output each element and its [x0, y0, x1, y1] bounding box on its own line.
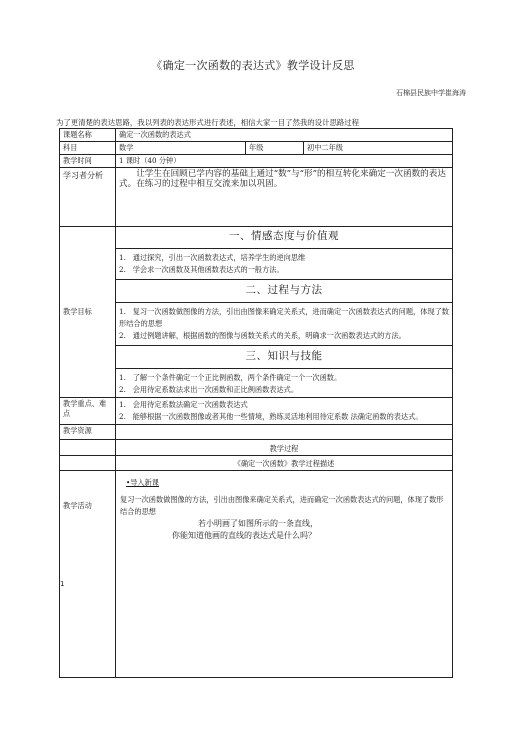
activity-number: 1 [60, 580, 65, 588]
goals-label: 教学目标 [60, 227, 116, 398]
grade-value: 初中二年级 [304, 142, 453, 155]
row-time [60, 155, 453, 168]
lesson-plan-table [59, 128, 453, 678]
divider [116, 368, 452, 369]
subject-value: 数学 [116, 142, 246, 155]
row-subject [60, 142, 453, 155]
activity-heading: •导入新课 [126, 478, 159, 487]
divider [116, 248, 452, 249]
row-activity [60, 471, 453, 678]
keypoints-cell [116, 398, 453, 425]
row-learner [60, 168, 453, 227]
process-subtitle: 《确定一次函数》教学过程描述 [116, 456, 453, 471]
activity-cell [116, 471, 453, 678]
divider [116, 279, 452, 280]
row-goals [60, 227, 453, 398]
row-resources [60, 425, 453, 440]
resources-value [116, 425, 453, 440]
learner-label: 学习者分析 [60, 168, 116, 227]
grade-label: 年级 [246, 142, 304, 155]
goals-section-1-title: 一、情感态度与价值观 [229, 230, 339, 242]
goals-s1-item-2: 2. 学会求一次函数及其他函数表达式的一般方法。 [119, 265, 284, 274]
row-process-title [60, 440, 453, 456]
learner-value: 让学生在回顾已学内容的基础上通过“数”与“形”的相互转化来确定一次函数的表达式。在练习的过程中相互交流来加以巩固。 [116, 168, 453, 227]
activity-paragraph: 复习一次函数做图像的方法，引出由图像来确定关系式，进而确定一次函数表达式的问题，体现了数形结合的思想 [120, 495, 444, 516]
process-title: 教学过程 [116, 440, 453, 456]
row-process-subtitle [60, 456, 453, 471]
time-label: 教学时间 [60, 155, 116, 168]
keypoint-item-1: 1. 会用待定系数法确定一次函数表达式 [119, 400, 248, 409]
process-label-blank [60, 440, 116, 456]
goals-section-3-title: 三、知识与技能 [245, 350, 323, 362]
goals-s2-item-2: 2. 通过例题讲解，根据函数的图像与函数关系式的关系，明确求一次函数表达式的方法。 [119, 331, 406, 340]
time-value: 1 课时（40 分钟） [116, 155, 453, 168]
author-line: 石棉县民族中学崔海涛 [396, 89, 466, 97]
keypoints-label: 教学重点、难点 [60, 398, 116, 425]
divider [116, 302, 452, 303]
subject-label: 科目 [60, 142, 116, 155]
row-course [60, 129, 453, 142]
course-label: 课题名称 [60, 129, 116, 142]
goals-s1-item-1: 1. 通过探究，引出一次函数表达式，培养学生的逆向思维 [119, 253, 306, 262]
goals-cell [116, 227, 453, 398]
activity-line-2: 你能知道他画的直线的表达式是什么吗？ [172, 531, 316, 540]
intro-text: 为了更清楚的表达思路，我以列表的表达形式进行表述，相信大家一目了然我的设计思路过程 [56, 118, 360, 127]
resources-label: 教学资源 [60, 425, 116, 440]
course-value: 确定一次函数的表达式 [116, 129, 453, 142]
activity-line-1: 若小明画了如图所示的一条直线， [198, 519, 318, 528]
process-subtitle-blank [60, 456, 116, 471]
goals-s2-item-1: 1. 复习一次函数做图像的方法，引出由图像来确定关系式，进而确定一次函数表达式的问题，体现了数形结合的思想 [119, 307, 449, 328]
goals-s3-item-1: 1. 了解一个条件确定一个正比例函数，两个条件确定一个一次函数。 [119, 373, 342, 382]
goals-s3-item-2: 2. 会用待定系数法求出一次函数和正比例函数表达式。 [119, 385, 299, 394]
keypoint-item-2: 2. 能够根据一次函数图像或者其他一些情境，熟练灵活地利用待定系数 法确定函数的表达式。 [119, 412, 423, 421]
row-keypoints [60, 398, 453, 425]
divider [116, 345, 452, 346]
goals-section-2-title: 二、过程与方法 [245, 284, 323, 296]
activity-label: 教学活动 [60, 471, 116, 678]
document-title: 《确定一次函数的表达式》教学设计反思 [151, 59, 355, 72]
